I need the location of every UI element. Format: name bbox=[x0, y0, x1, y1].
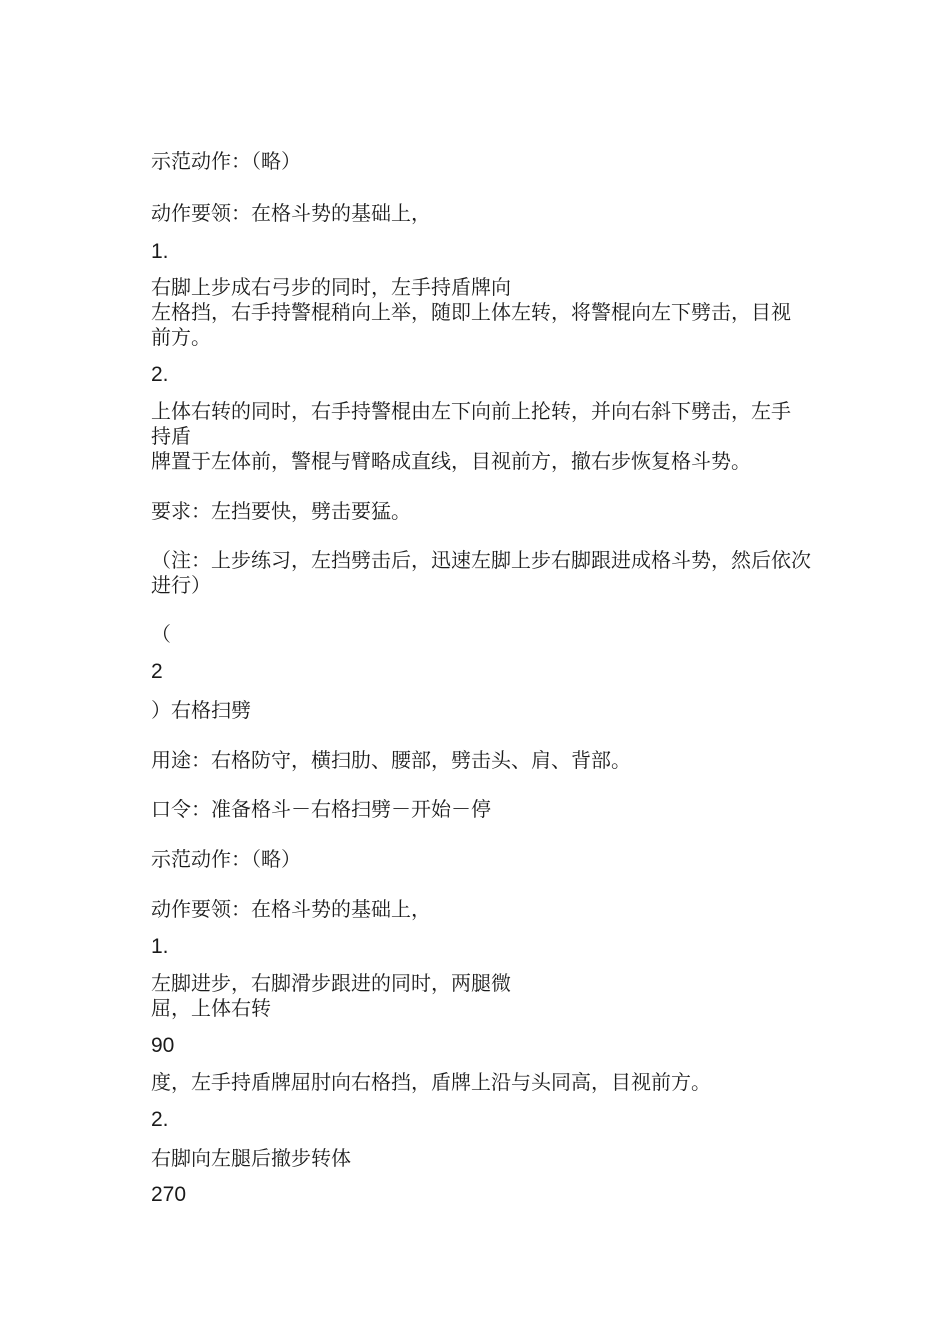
degree-number: 90 bbox=[151, 1034, 175, 1057]
degree-number: 270 bbox=[151, 1183, 187, 1206]
note-line: （注：上步练习，左挡劈击后，迅速左脚上步右脚跟进成格斗势，然后依次 bbox=[151, 548, 811, 572]
command-line: 口令：准备格斗－右格扫劈－开始－停 bbox=[151, 797, 491, 821]
demo-action-line: 示范动作：（略） bbox=[151, 149, 301, 173]
paragraph-line: 左格挡，右手持警棍稍向上举，随即上体左转，将警棍向左下劈击，目视 bbox=[151, 300, 791, 324]
action-essentials-line: 动作要领：在格斗势的基础上， bbox=[151, 897, 431, 921]
paragraph-line: 牌置于左体前，警棍与臂略成直线，目视前方，撤右步恢复格斗势。 bbox=[151, 449, 751, 473]
step-number: 1. bbox=[151, 935, 169, 958]
paren-open: （ bbox=[151, 622, 171, 646]
section-title: ）右格扫劈 bbox=[151, 698, 251, 722]
paragraph-line: 度，左手持盾牌屈肘向右格挡，盾牌上沿与头同高，目视前方。 bbox=[151, 1070, 711, 1094]
step-number: 1. bbox=[151, 240, 169, 263]
requirement-line: 要求：左挡要快，劈击要猛。 bbox=[151, 499, 411, 523]
usage-line: 用途：右格防守，横扫肋、腰部，劈击头、肩、背部。 bbox=[151, 748, 631, 772]
paragraph-line: 左脚进步，右脚滑步跟进的同时，两腿微 bbox=[151, 971, 511, 995]
paragraph-line: 前方。 bbox=[151, 325, 211, 349]
paragraph-line: 右脚上步成右弓步的同时，左手持盾牌向 bbox=[151, 275, 511, 299]
paragraph-line: 上体右转的同时，右手持警棍由左下向前上抡转，并向右斜下劈击，左手 bbox=[151, 399, 791, 423]
paragraph-line: 屈，上体右转 bbox=[151, 996, 271, 1020]
step-number: 2. bbox=[151, 363, 169, 386]
demo-action-line: 示范动作：（略） bbox=[151, 847, 301, 871]
section-number: 2 bbox=[151, 660, 163, 683]
action-essentials-line: 动作要领：在格斗势的基础上， bbox=[151, 201, 431, 225]
paragraph-line: 持盾 bbox=[151, 424, 191, 448]
note-line: 进行） bbox=[151, 573, 211, 597]
step-number: 2. bbox=[151, 1108, 169, 1131]
paragraph-line: 右脚向左腿后撤步转体 bbox=[151, 1146, 351, 1170]
